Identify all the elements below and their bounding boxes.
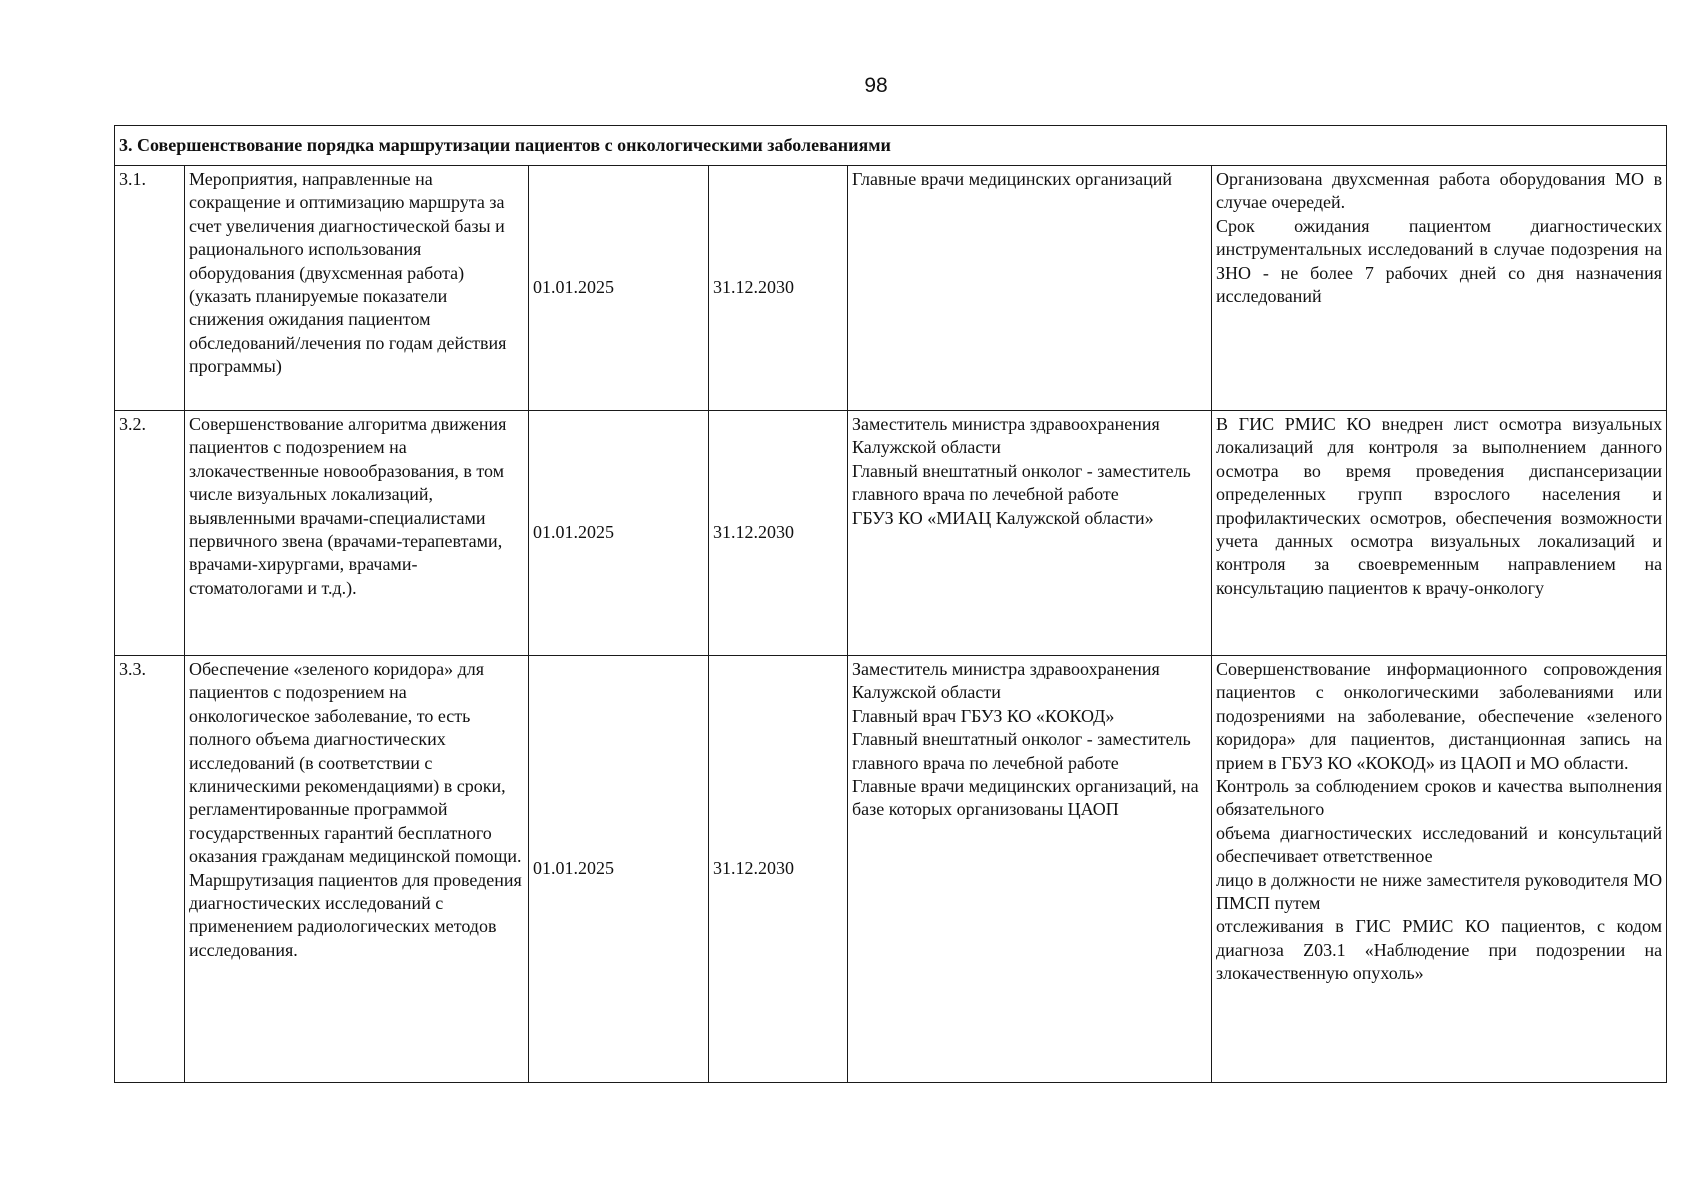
start-date: 01.01.2025 bbox=[529, 166, 709, 411]
page-number: 98 bbox=[864, 74, 888, 97]
table-row bbox=[115, 656, 1667, 1083]
table-row bbox=[115, 411, 1667, 656]
measures-table bbox=[114, 125, 1667, 1083]
responsible-cell bbox=[848, 411, 1212, 656]
result-line: лицо в должности не ниже заместителя руководителя МО ПМСП путем bbox=[1216, 869, 1663, 914]
end-date: 31.12.2030 bbox=[709, 656, 848, 1083]
responsible-line: Главный внештатный онколог - заместитель главного врача по лечебной работе bbox=[852, 729, 1191, 773]
result-line: объема диагностических исследований и консультаций обеспечивает ответственное bbox=[1216, 822, 1663, 867]
result-line: Организована двухсменная работа оборудования МО в случае очередей. bbox=[1216, 169, 1663, 213]
responsible-line: ГБУЗ КО «МИАЦ Калужской области» bbox=[852, 507, 1154, 528]
row-number: 3.2. bbox=[115, 411, 185, 656]
activity-cell: Обеспечение «зеленого коридора» для пациентов с подозрением на онкологическое заболевание, то есть полного объема диагностических исследований (в соответствии с клиническими рекомендациями) в сроки, регламентированные программой государственных гарантий бесплатного оказания гражданам медицинской помощи. Маршрутизация пациентов для проведения диагностических исследований с применением радиологических методов исследования. bbox=[185, 656, 529, 1083]
result-line: В ГИС РМИС КО внедрен лист осмотра визуальных локализаций для контроля за выполнением данного осмотра во время проведения диспансеризации определенных групп взрослого населения и профилактических осмотров, обеспечения возможности учета данных осмотра визуальных локализаций и контроля за своевременным направлением на консультацию пациентов к врачу-онкологу bbox=[1216, 414, 1663, 598]
result-cell bbox=[1212, 656, 1667, 1083]
responsible-cell: Главные врачи медицинских организаций bbox=[848, 166, 1212, 411]
responsible-line: Заместитель министра здравоохранения Калужской области bbox=[852, 659, 1160, 703]
end-date: 31.12.2030 bbox=[709, 166, 848, 411]
activity-cell: Мероприятия, направленные на сокращение и оптимизацию маршрута за счет увеличения диагностической базы и рационального использования оборудования (двухсменная работа) (указать планируемые показатели снижения ожидания пациентом обследований/лечения по годам действия программы) bbox=[185, 166, 529, 411]
row-number: 3.3. bbox=[115, 656, 185, 1083]
section-title: 3. Совершенствование порядка маршрутизации пациентов с онкологическими заболеваниями bbox=[115, 126, 1667, 166]
activity-cell: Совершенствование алгоритма движения пациентов с подозрением на злокачественные новообразования, в том числе визуальных локализаций, выявленными врачами-специалистами первичного звена (врачами-терапевтами, врачами-хирургами, врачами-стоматологами и т.д.). bbox=[185, 411, 529, 656]
row-number: 3.1. bbox=[115, 166, 185, 411]
table-row bbox=[115, 166, 1667, 411]
section-header-row bbox=[115, 126, 1667, 166]
responsible-line: Главный врач ГБУЗ КО «КОКОД» bbox=[852, 705, 1115, 726]
result-line: Совершенствование информационного сопровождения пациентов с онкологическими заболеваниями или подозрениями на заболевание, обеспечение «зеленого коридора» для пациентов, дистанционная запись на прием в ГБУЗ КО «КОКОД» из ЦАОП и МО области. bbox=[1216, 659, 1663, 773]
start-date: 01.01.2025 bbox=[529, 656, 709, 1083]
result-line: отслеживания в ГИС РМИС КО пациентов, с кодом диагноза Z03.1 «Наблюдение при подозрении на злокачественную опухоль» bbox=[1216, 916, 1663, 984]
responsible-cell bbox=[848, 656, 1212, 1083]
responsible-line: Главный внештатный онколог - заместитель главного врача по лечебной работе bbox=[852, 460, 1191, 505]
responsible-line: Главные врачи медицинских организаций, на базе которых организованы ЦАОП bbox=[852, 776, 1199, 820]
result-line: Контроль за соблюдением сроков и качества выполнения обязательного bbox=[1216, 776, 1663, 820]
responsible-line: Заместитель министра здравоохранения Калужской области bbox=[852, 414, 1160, 458]
start-date: 01.01.2025 bbox=[529, 411, 709, 656]
end-date: 31.12.2030 bbox=[709, 411, 848, 656]
result-cell bbox=[1212, 411, 1667, 656]
result-line: Срок ожидания пациентом диагностических инструментальных исследований в случае подозрения на ЗНО - не более 7 рабочих дней со дня назначения исследований bbox=[1216, 215, 1663, 307]
result-cell bbox=[1212, 166, 1667, 411]
